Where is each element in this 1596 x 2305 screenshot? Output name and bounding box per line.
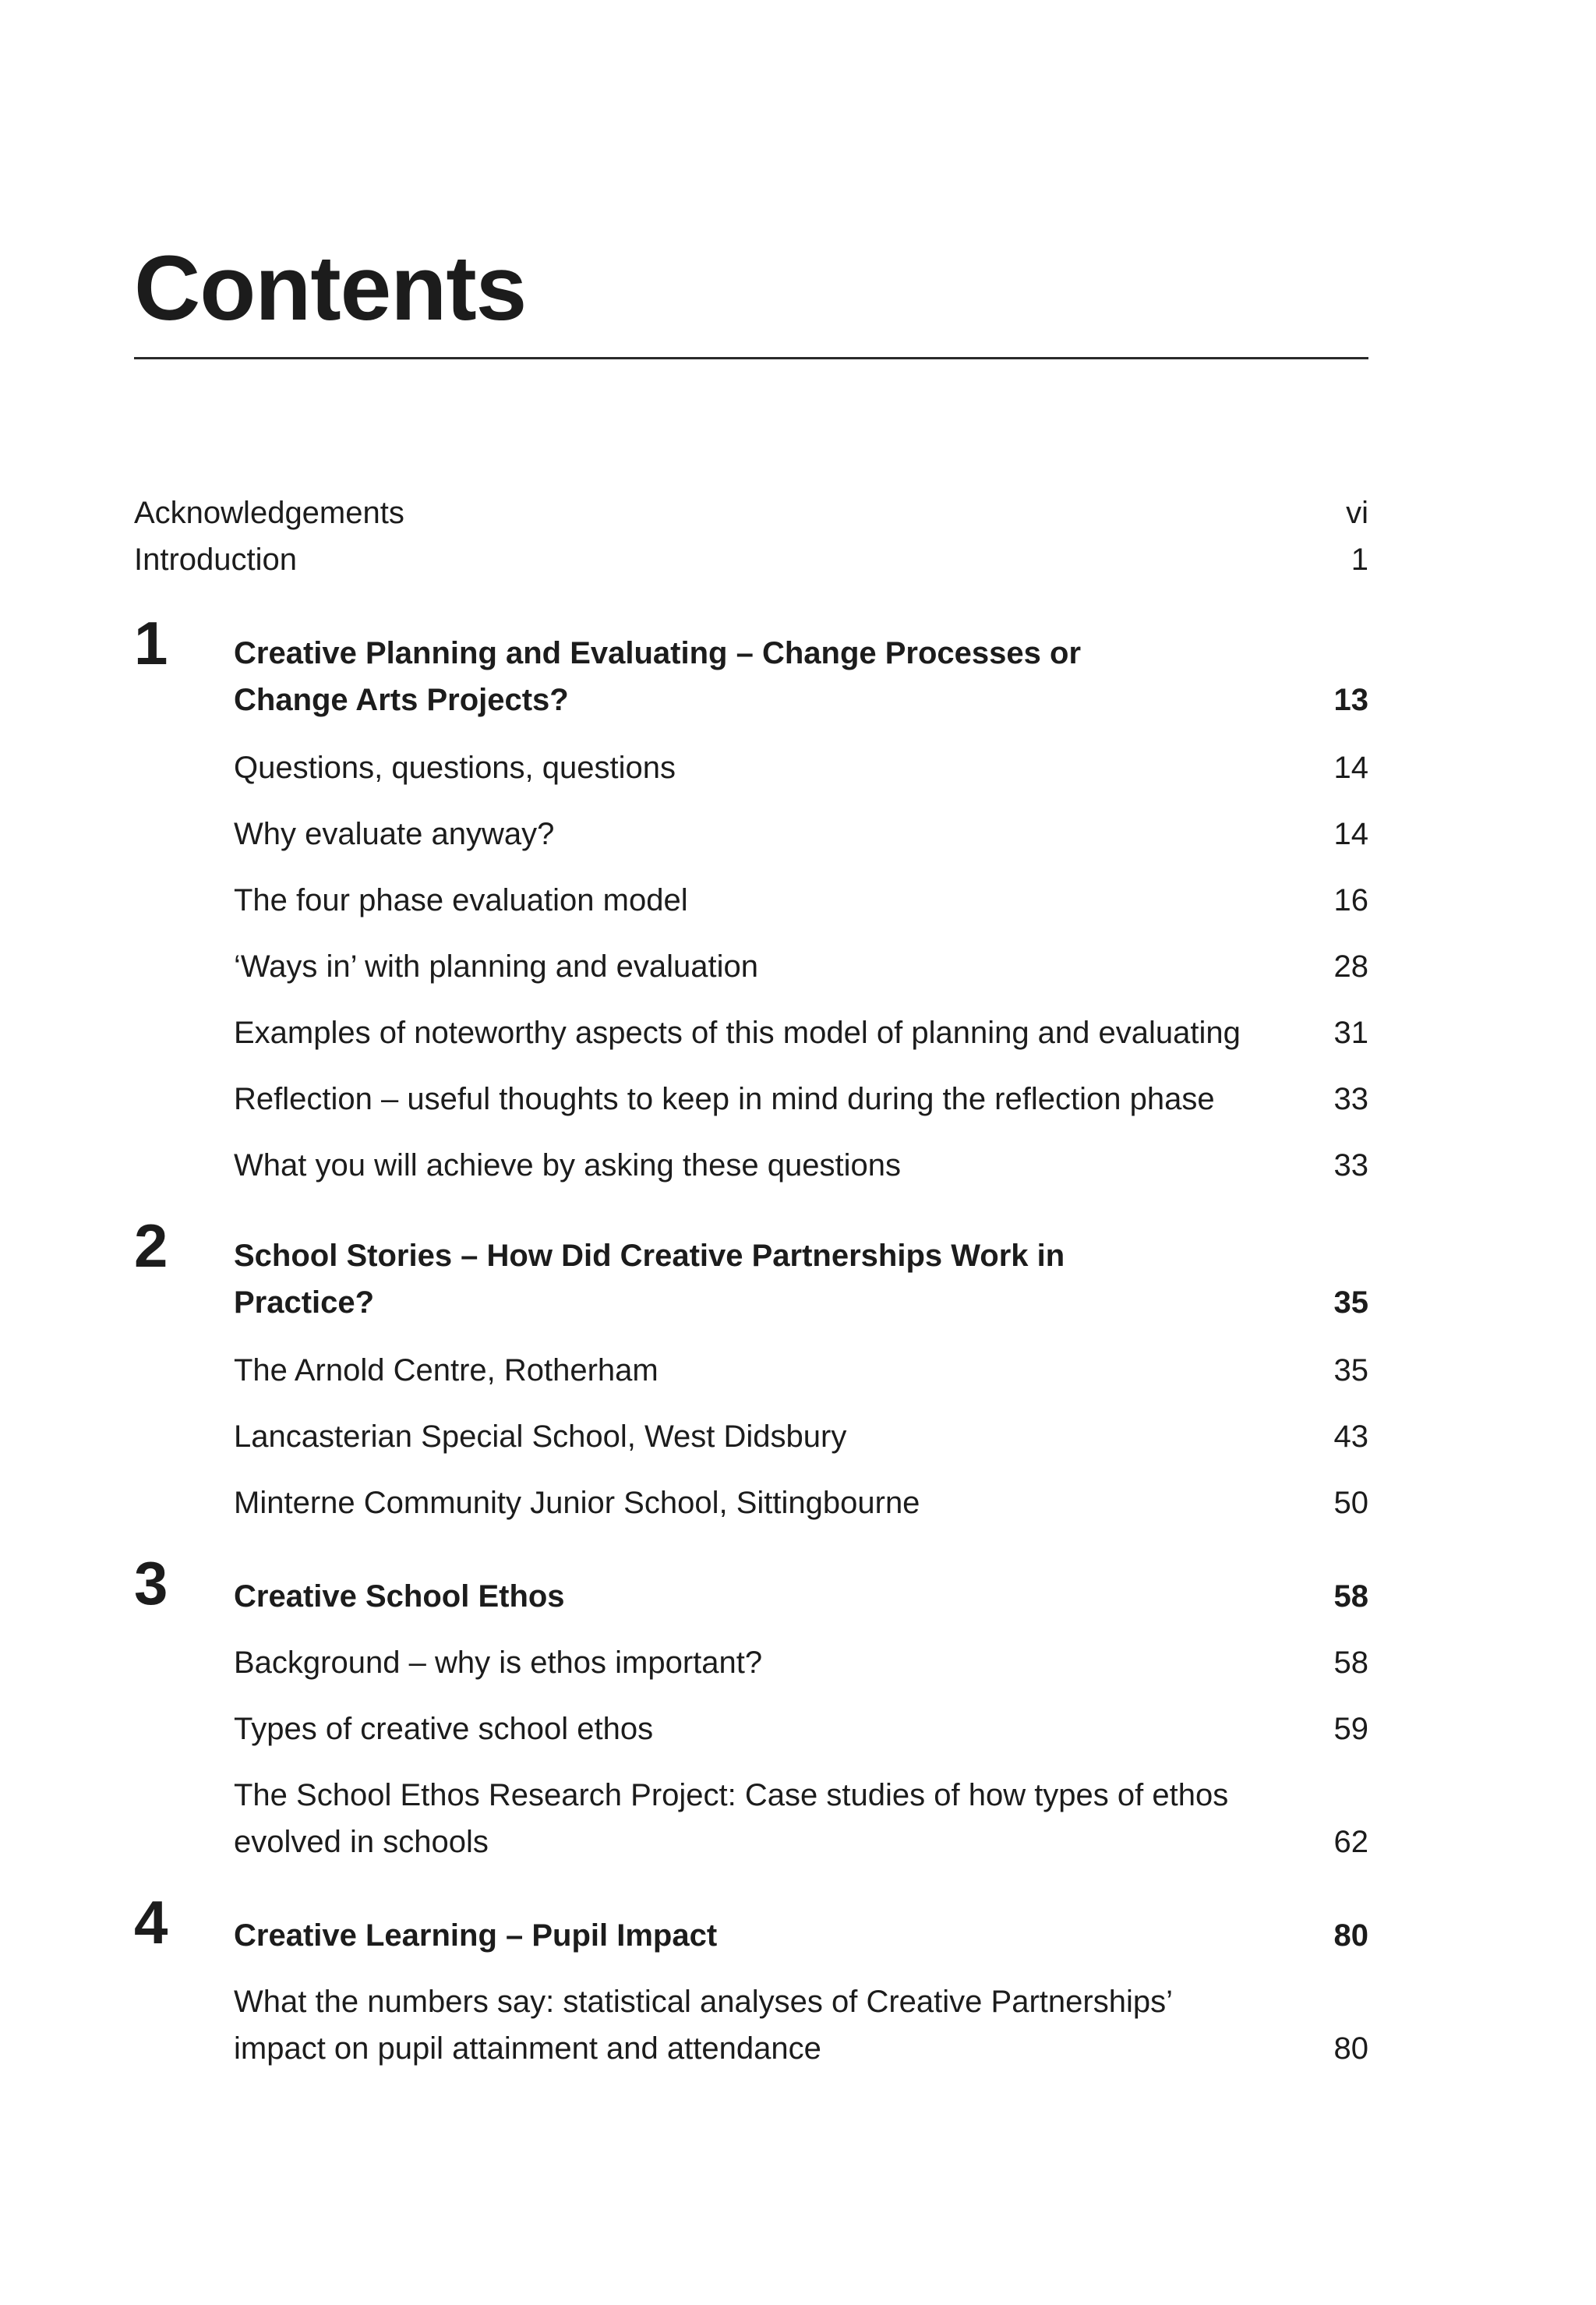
toc-section-page: 50 <box>1333 1486 1368 1520</box>
toc-section[interactable] <box>234 1413 1368 1460</box>
toc-section[interactable] <box>234 1772 1368 1865</box>
toc-section-label: Reflection – useful thoughts to keep in mind during the reflection phase <box>234 1082 1215 1116</box>
toc-section-page: 16 <box>1333 883 1368 917</box>
toc-section[interactable] <box>234 943 1368 990</box>
chapter-number: 2 <box>134 1211 168 1280</box>
chapter-title-text: Creative Learning – Pupil Impact <box>234 1918 718 1953</box>
chapter-page: 80 <box>1333 1918 1368 1953</box>
toc-section-label: The four phase evaluation model <box>234 883 688 917</box>
toc-section[interactable] <box>234 1706 1368 1752</box>
chapter-number: 3 <box>134 1549 168 1617</box>
toc-section[interactable] <box>234 1009 1368 1056</box>
chapter-title-text: School Stories – How Did Creative Partnerships Work in Practice? <box>234 1239 1065 1320</box>
toc-section-label: Why evaluate anyway? <box>234 817 555 851</box>
toc-section-label: The School Ethos Research Project: Case studies of how types of ethos evolved in schools <box>234 1778 1229 1859</box>
toc-section-page: 33 <box>1333 1082 1368 1116</box>
toc-section-label: The Arnold Centre, Rotherham <box>234 1353 659 1388</box>
toc-section[interactable] <box>234 1639 1368 1686</box>
toc-section-label: Types of creative school ethos <box>234 1712 654 1746</box>
toc-section-page: 80 <box>1333 2031 1368 2066</box>
chapter-number: 1 <box>134 609 168 677</box>
toc-section-page: 14 <box>1333 817 1368 851</box>
toc-section-page: 14 <box>1333 751 1368 785</box>
toc-section-label: What the numbers say: statistical analyses of Creative Partnerships’ impact on pupil attainment and attendance <box>234 1985 1172 2066</box>
page-title: Contents <box>134 237 527 340</box>
toc-section-label: Questions, questions, questions <box>234 751 676 785</box>
toc-section-page: 59 <box>1333 1712 1368 1746</box>
toc-section-label: Background – why is ethos important? <box>234 1646 763 1680</box>
toc-entry-acknowledgements[interactable] <box>134 490 1368 536</box>
toc-section-page: 62 <box>1333 1825 1368 1859</box>
toc-section[interactable] <box>234 1142 1368 1189</box>
chapter-title-text: Creative School Ethos <box>234 1579 565 1614</box>
toc-section[interactable] <box>234 1480 1368 1526</box>
toc-section-label: Examples of noteworthy aspects of this model of planning and evaluating <box>234 1016 1241 1050</box>
chapter-number: 4 <box>134 1888 168 1957</box>
chapter-title-3[interactable] <box>234 1573 1368 1620</box>
toc-section[interactable] <box>234 1076 1368 1122</box>
toc-entry-label: Acknowledgements <box>134 496 404 530</box>
chapter-title-text: Creative Planning and Evaluating – Change Processes or Change Arts Projects? <box>234 636 1082 717</box>
toc-entry-page: vi <box>1346 496 1368 530</box>
chapter-page: 58 <box>1333 1579 1368 1614</box>
toc-section-page: 58 <box>1333 1646 1368 1680</box>
chapter-title-1[interactable] <box>234 630 1368 723</box>
toc-section-page: 43 <box>1333 1419 1368 1454</box>
toc-entry-introduction[interactable] <box>134 536 1368 583</box>
toc-section-page: 28 <box>1333 949 1368 984</box>
toc-section[interactable] <box>234 877 1368 924</box>
title-rule <box>134 357 1368 359</box>
toc-section-page: 35 <box>1333 1353 1368 1388</box>
toc-section-page: 33 <box>1333 1148 1368 1183</box>
chapter-page: 13 <box>1333 683 1368 717</box>
toc-section-page: 31 <box>1333 1016 1368 1050</box>
chapter-title-2[interactable] <box>234 1232 1368 1326</box>
toc-section-label: Lancasterian Special School, West Didsbury <box>234 1419 847 1454</box>
chapter-title-4[interactable] <box>234 1912 1368 1959</box>
toc-section[interactable] <box>234 744 1368 791</box>
toc-section[interactable] <box>234 811 1368 857</box>
toc-section[interactable] <box>234 1978 1368 2072</box>
toc-section-label: ‘Ways in’ with planning and evaluation <box>234 949 758 984</box>
toc-section[interactable] <box>234 1347 1368 1394</box>
toc-entry-page: 1 <box>1351 543 1368 577</box>
chapter-page: 35 <box>1333 1285 1368 1320</box>
toc-section-label: What you will achieve by asking these questions <box>234 1148 902 1183</box>
toc-section-label: Minterne Community Junior School, Sittingbourne <box>234 1486 920 1520</box>
toc-entry-label: Introduction <box>134 543 298 577</box>
